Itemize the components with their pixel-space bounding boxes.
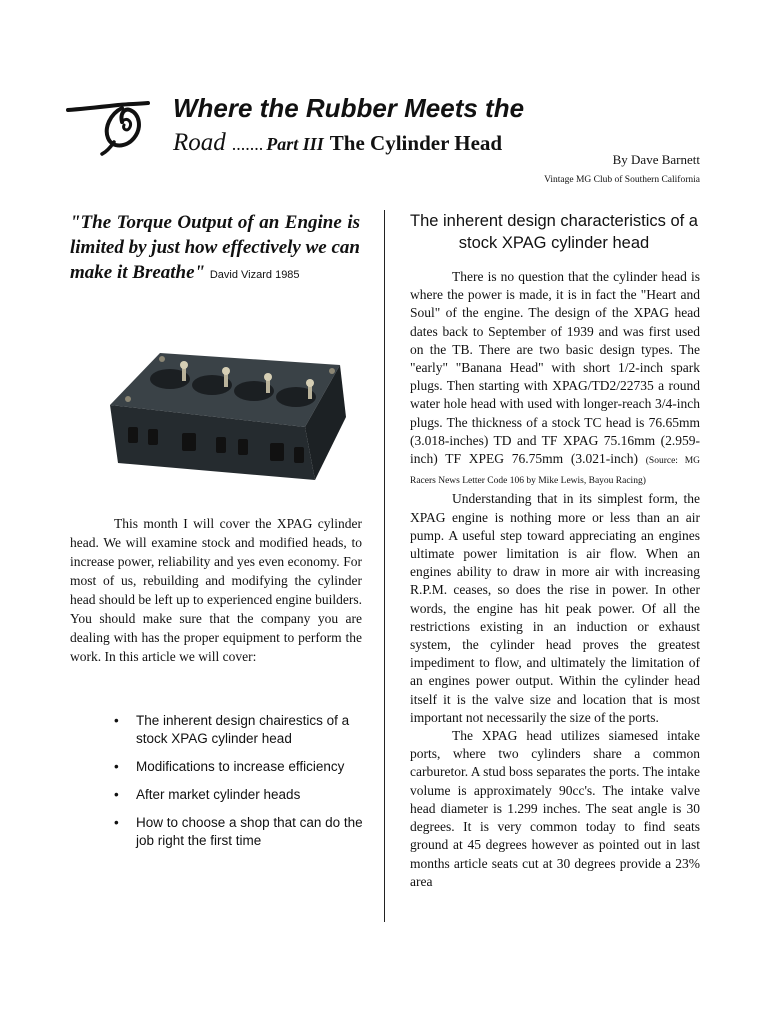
paragraph: The XPAG head utilizes siamesed intake ports, where two cylinders share a common carburetor. A stud boss separates the ports. The intake volume is approximately 90cc's. The intake valve head diameter is 1.299 inches. The seat angle is 30 degrees. It is very common today to find seats ground at 45 degrees however as pointed out in last months article seats cut at 30 degrees provide a 23% area bbox=[410, 728, 700, 889]
title-subject: The Cylinder Head bbox=[329, 131, 503, 155]
section-heading: The inherent design characteristics of a stock XPAG cylinder head bbox=[410, 212, 698, 252]
column-divider bbox=[384, 210, 385, 922]
pull-quote bbox=[70, 210, 360, 288]
title-part: Part III bbox=[266, 134, 324, 154]
intro-paragraph bbox=[70, 514, 362, 666]
article-logo bbox=[62, 92, 154, 158]
bullet-icon: • bbox=[114, 787, 119, 802]
intro-text: This month I will cover the XPAG cylinder head. We will examine stock and modified heads, to increase power, reliability and yes even economy. For most of us, rebuilding and modifying the cylinder head should be left up to experienced engine builders. You should make sure that the company you are dealing with has the proper equipment to perform the work. In this article we will cover: bbox=[70, 516, 362, 664]
list-item-text: How to choose a shop that can do the job right the first time bbox=[136, 815, 363, 848]
list-item-text: After market cylinder heads bbox=[136, 787, 301, 802]
list-item-text: The inherent design chairestics of a stock XPAG cylinder head bbox=[136, 713, 350, 746]
title-dots: ....... bbox=[231, 134, 264, 154]
right-column-text bbox=[410, 268, 700, 891]
topics-list bbox=[110, 712, 370, 860]
paragraph: Understanding that in its simplest form, the XPAG engine is nothing more or less than an air pump. A useful step toward appreciating an engines ultimate power limitation is air flow. When an engines ability to draw in more air with increasing R.P.M. ceases, so does the rise in power. In other words, the engine has hit peak power. Of all the restrictions existing in an induction or exhaust system, the cylinder head proves the greatest impediment to flow, and ultimately the limitation of an engines power output. Within the cylinder head itself it is the valve size and location that is most important not necessarily the size of the ports. bbox=[410, 491, 700, 725]
list-item bbox=[110, 814, 370, 850]
club-name: Vintage MG Club of Southern California bbox=[544, 175, 700, 185]
paragraph-text: There is no question that the cylinder head is where the power is made, it is in fact the "Heart and Soul" of the engine. The design of the XPAG head dates back to September of 1939 and was first used on the TB. There are two basic design types. The "early" "Banana Head" with short 1/2-inch spark plugs. Then starting with XPAG/TD2/22735 a round water hole head with used with longer-reach 3/4-inch plugs. The thickness of a stock TC head is 76.65mm (3.018-inches) TD and TF XPAG 75.16mm (2.959-inch) TF XPEG 76.75mm (3.021-inch) bbox=[410, 269, 700, 467]
bullet-icon: • bbox=[114, 713, 119, 728]
list-item bbox=[110, 786, 370, 804]
scribble-logo-icon bbox=[62, 92, 154, 158]
paragraph bbox=[410, 268, 700, 490]
source-note: (Source: MG Racers News Letter Code 106 by Mike Lewis, Bayou Racing) bbox=[410, 456, 701, 487]
list-item bbox=[110, 758, 370, 776]
article-title-line2 bbox=[173, 127, 502, 162]
cylinder-head-image bbox=[100, 335, 350, 500]
bullet-icon: • bbox=[114, 759, 119, 774]
list-item bbox=[110, 712, 370, 748]
list-item-text: Modifications to increase efficiency bbox=[136, 759, 345, 774]
quote-attribution: David Vizard 1985 bbox=[209, 269, 300, 281]
title-road: Road bbox=[173, 129, 226, 156]
byline: By Dave Barnett bbox=[612, 152, 700, 167]
article-title: Where the Rubber Meets the bbox=[173, 93, 525, 123]
quote-text: "The Torque Output of an Engine is limited by just how effectively we can make it Breathe" bbox=[70, 212, 360, 283]
bullet-icon: • bbox=[114, 815, 119, 830]
cylinder-head-photo bbox=[100, 335, 350, 500]
